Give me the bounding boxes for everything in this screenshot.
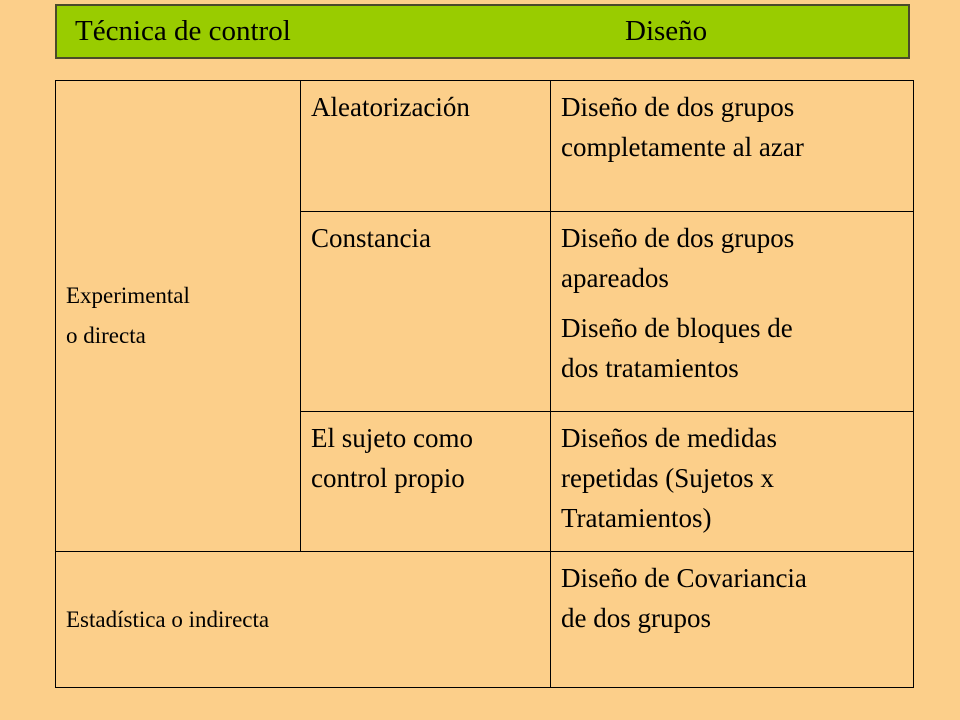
design-line: Diseños de medidas <box>561 423 777 453</box>
header-bar <box>55 4 910 59</box>
design-line: completamente al azar <box>561 132 804 162</box>
design-paragraph <box>561 218 905 298</box>
experimental-label-line1: Experimental <box>66 283 190 308</box>
design-line: Diseño de bloques de <box>561 313 793 343</box>
technique-label: Aleatorización <box>311 92 470 122</box>
technique-cell-aleatorizacion <box>301 81 551 212</box>
design-line: apareados <box>561 263 669 293</box>
experimental-label-line2: o directa <box>66 323 146 348</box>
design-table <box>55 80 914 688</box>
design-line: repetidas (Sujetos x <box>561 463 774 493</box>
technique-label-line1: El sujeto como <box>311 423 473 453</box>
design-line: de dos grupos <box>561 603 711 633</box>
technique-label: Constancia <box>311 223 431 253</box>
header-design-label: Diseño <box>625 15 708 47</box>
design-line: Tratamientos) <box>561 503 712 533</box>
table-row <box>56 81 914 212</box>
design-cell <box>551 212 914 412</box>
design-line: dos tratamientos <box>561 353 739 383</box>
table-row <box>56 552 914 688</box>
design-line: Diseño de dos grupos <box>561 223 795 253</box>
design-line: Diseño de dos grupos <box>561 92 795 122</box>
statistical-label-cell <box>56 552 551 688</box>
design-cell <box>551 552 914 688</box>
technique-cell-sujeto <box>301 412 551 552</box>
design-cell <box>551 81 914 212</box>
experimental-label-cell <box>56 81 301 552</box>
statistical-label: Estadística o indirecta <box>66 606 270 632</box>
design-cell <box>551 412 914 552</box>
design-paragraph <box>561 308 905 388</box>
header-technique-label: Técnica de control <box>75 15 291 47</box>
design-line: Diseño de Covariancia <box>561 563 807 593</box>
technique-cell-constancia <box>301 212 551 412</box>
technique-label-line2: control propio <box>311 463 465 493</box>
